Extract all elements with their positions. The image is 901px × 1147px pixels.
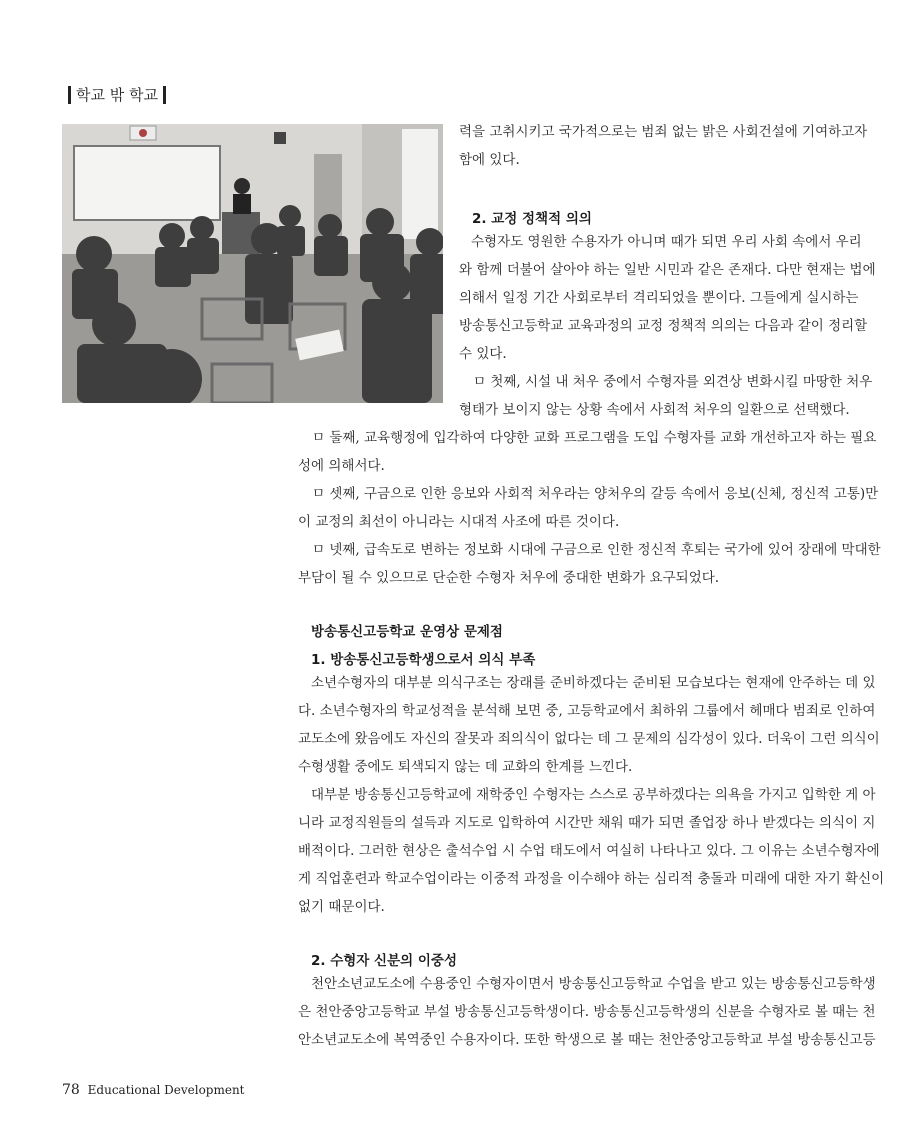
subsection-heading: 1. 방송통신고등학생으로서 의식 부족 bbox=[311, 652, 536, 668]
text-line: 안소년교도소에 복역중인 수용자이다. 또한 학생으로 볼 때는 천안중앙고등학교 부설 방송통신고등 bbox=[298, 1032, 876, 1048]
text-line: 니라 교정직원들의 설득과 지도로 입학하여 시간만 채워 때가 되면 졸업장 하나 받겠다는 의식이 지 bbox=[298, 815, 876, 831]
running-header bbox=[63, 84, 171, 105]
bullet-item bbox=[298, 536, 881, 592]
subsection-heading: 2. 수형자 신분의 이중성 bbox=[311, 953, 457, 969]
text-line: 수형자도 영원한 수용자가 아니며 때가 되면 우리 사회 속에서 우리 bbox=[471, 234, 862, 250]
text-line: ㅁ 넷째, 급속도로 변하는 정보화 시대에 구금으로 인한 정신적 후퇴는 국가에 있어 장래에 막대한 bbox=[312, 542, 881, 558]
text-line: 수형생활 중에도 퇴색되지 않는 데 교화의 한계를 느낀다. bbox=[298, 759, 633, 775]
text-line: 대부분 방송통신고등학교에 재학중인 수형자는 스스로 공부하겠다는 의욕을 가지고 입학한 게 아 bbox=[311, 787, 876, 803]
main-heading: 방송통신고등학교 운영상 문제점 bbox=[311, 624, 503, 640]
body-paragraph bbox=[298, 970, 876, 1054]
text-line: 이 교정의 최선이 아니라는 시대적 사조에 따른 것이다. bbox=[298, 514, 620, 530]
intro-paragraph bbox=[459, 118, 868, 174]
text-line: 와 함께 더불어 살아야 하는 일반 시민과 같은 존재다. 다만 현재는 법에 bbox=[459, 262, 876, 278]
text-line: 부담이 될 수 있으므로 단순한 수형자 처우에 중대한 변화가 요구되었다. bbox=[298, 570, 720, 586]
text-line: 형태가 보이지 않는 상황 속에서 사회적 처우의 일환으로 선택했다. bbox=[459, 402, 850, 418]
page-number: 78 bbox=[62, 1082, 80, 1098]
text-line: 성에 의해서다. bbox=[298, 458, 385, 474]
section-title: 학교 밖 학교 bbox=[76, 86, 158, 104]
magazine-name: Educational Development bbox=[87, 1083, 245, 1097]
text-line: ㅁ 둘째, 교육행정에 입각하여 다양한 교화 프로그램을 도입 수형자를 교화 개선하고자 하는 필요 bbox=[312, 430, 877, 446]
text-line: 교도소에 왔음에도 자신의 잘못과 죄의식이 없다는 데 그 문제의 심각성이 있다. 더욱이 그런 의식이 bbox=[298, 731, 880, 747]
text-line: 수 있다. bbox=[459, 346, 507, 362]
text-line: ㅁ 첫째, 시설 내 처우 중에서 수형자를 외견상 변화시킬 마땅한 처우 bbox=[473, 374, 873, 390]
text-line: 게 직업훈련과 학교수업이라는 이중적 과정을 이수해야 하는 심리적 충돌과 미래에 대한 자기 확신이 bbox=[298, 871, 885, 887]
body-paragraph bbox=[298, 781, 885, 921]
text-line: 없기 때문이다. bbox=[298, 899, 385, 915]
text-line: 력을 고취시키고 국가적으로는 범죄 없는 밝은 사회건설에 기여하고자 bbox=[459, 124, 868, 140]
text-line: 은 천안중앙고등학교 부설 방송통신고등학생이다. 방송통신고등학생의 신분을 수형자로 볼 때는 천 bbox=[298, 1004, 876, 1020]
bullet-item bbox=[459, 368, 873, 424]
header-bar-left bbox=[68, 86, 71, 104]
header-bar-right bbox=[163, 86, 166, 104]
text-line: 방송통신고등학교 교육과정의 교정 정책적 의의는 다음과 같이 정리할 bbox=[459, 318, 868, 334]
classroom-photo bbox=[62, 124, 443, 403]
text-line: 소년수형자의 대부분 의식구조는 장래를 준비하겠다는 준비된 모습보다는 현재에 안주하는 데 있 bbox=[311, 675, 876, 691]
bullet-item bbox=[298, 480, 879, 536]
text-line: 의해서 일정 기간 사회로부터 격리되었을 뿐이다. 그들에게 실시하는 bbox=[459, 290, 859, 306]
bullet-item bbox=[298, 424, 877, 480]
body-paragraph bbox=[298, 669, 880, 781]
page-footer bbox=[62, 1082, 245, 1098]
section2-paragraph bbox=[459, 228, 876, 368]
section-heading: 2. 교정 정책적 의의 bbox=[472, 211, 592, 227]
text-line: 함에 있다. bbox=[459, 152, 520, 168]
text-line: 천안소년교도소에 수용중인 수형자이면서 방송통신고등학교 수업을 받고 있는 방송통신고등학생 bbox=[311, 976, 876, 992]
text-line: ㅁ 셋째, 구금으로 인한 응보와 사회적 처우라는 양처우의 갈등 속에서 응보(신체, 정신적 고통)만 bbox=[312, 486, 879, 502]
text-line: 배적이다. 그러한 현상은 출석수업 시 수업 태도에서 여실히 나타나고 있다. 그 이유는 소년수형자에 bbox=[298, 843, 880, 859]
text-line: 다. 소년수형자의 학교성적을 분석해 보면 중, 고등학교에서 최하위 그룹에서 헤매다 범죄로 인하여 bbox=[298, 703, 876, 719]
